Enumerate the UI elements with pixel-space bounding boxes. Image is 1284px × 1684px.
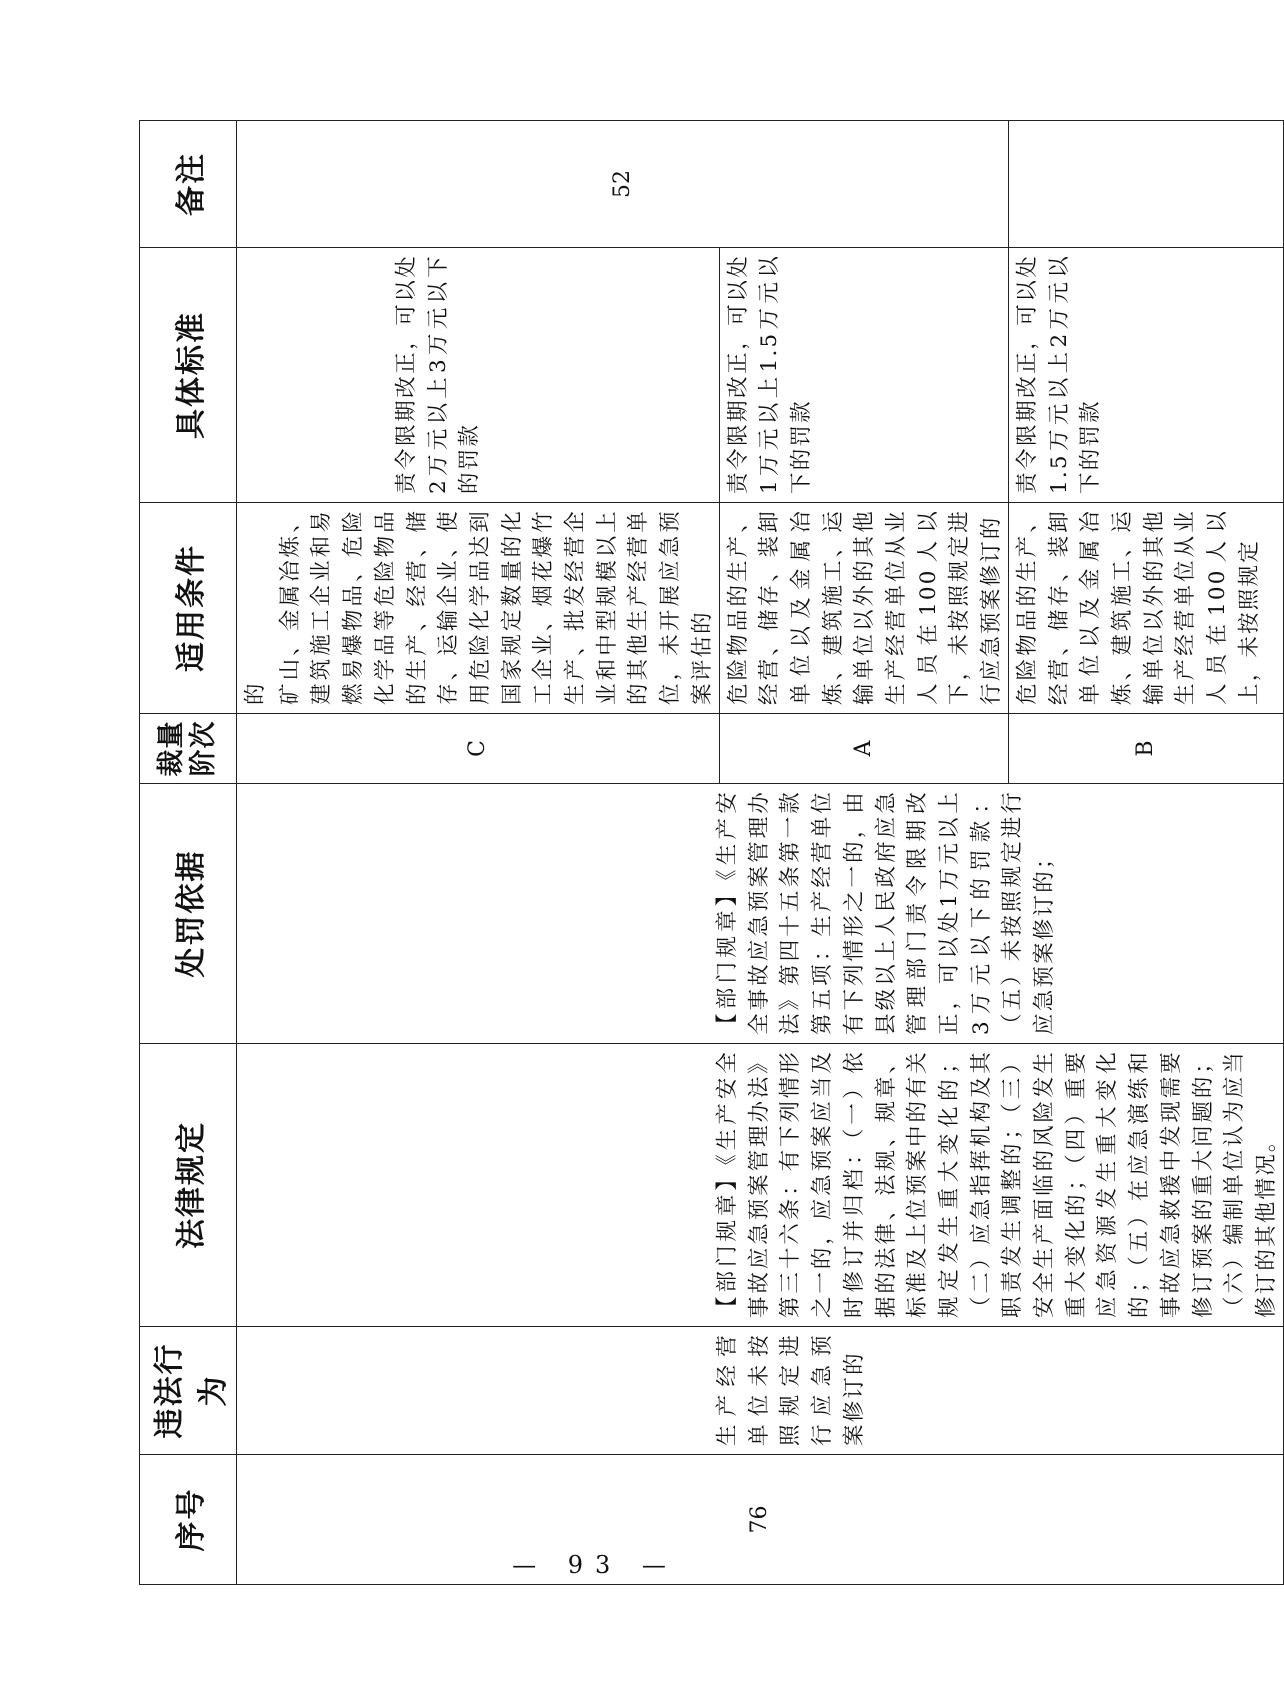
remark-cell-empty: [1008, 121, 1283, 248]
law-cell: [237, 1044, 1284, 1327]
header-level-line1: 裁量: [156, 720, 187, 777]
law-text: 【部门规章】《生产安全事故应急预案管理办法》第三十六条：有下列情形之一的，应急预案应当及时修订并归档：（一）依据的法律、法规、规章、标准及上位预案中的有关规定发生重大变化的；（二）应急指挥机构及其职责发生调整的；（三）安全生产面临的风险发生重大变化的；（四）重要应急资源发生重大变化的；（五）在应急演练和事故应急救援中发现需要修订预案的重大问题的；（六）编制单位认为应当修订的其他情况。: [715, 1050, 1279, 1318]
penalty-cell: [237, 784, 1284, 1044]
standard-text: 责令限期改正，可以处1.5万元以上2万元以下的罚款: [1014, 254, 1104, 494]
header-law: 法律规定: [140, 1044, 237, 1327]
rotated-table-sheet: [139, 121, 1279, 1585]
table-row: [237, 121, 720, 1585]
level-b: B: [1133, 740, 1159, 757]
penalty-table: [139, 120, 1284, 1585]
condition-head-text: 的: [243, 681, 268, 705]
standard-text: 责令限期改正，可以处1万元以上1.5万元以下的罚款: [725, 254, 814, 494]
violation-cell: [237, 1327, 1284, 1455]
header-level: [140, 714, 237, 784]
header-seq: 序号: [140, 1455, 237, 1585]
level-cell: [719, 714, 1008, 784]
level-a: A: [851, 740, 877, 757]
header-condition: 适用条件: [140, 503, 237, 714]
standard-cell: [237, 248, 720, 503]
condition-cell: [237, 503, 720, 714]
standard-cell: [719, 248, 1008, 503]
remark-text: 52: [609, 170, 635, 198]
seq-number: 76: [747, 1505, 773, 1534]
header-remark: 备注: [140, 121, 237, 248]
condition-text: 危险物品的生产、经营、储存、装卸单位以及金属冶炼、建筑施工、运输单位以外的其他生产经营单位从业人员在100人以上，未按照规定: [1014, 509, 1262, 705]
remark-cell: [237, 121, 1009, 248]
page-number: — 93 —: [512, 1551, 678, 1579]
standard-text: 责令限期改正，可以处2万元以上3万元以下的罚款: [394, 254, 483, 494]
penalty-text: 【部门规章】《生产安全事故应急预案管理办法》第四十五条第一款第五项：生产经营单位有下列情形之一的，由县级以上人民政府应急管理部门责令限期改正，可以处1万元以上3万元以下的罚款：（五）未按照规定进行应急预案修订的；: [715, 790, 1058, 1035]
level-cell: [1008, 714, 1283, 784]
header-level-line2: 阶次: [188, 720, 219, 777]
condition-text: 矿山、金属冶炼、建筑施工企业和易燃易爆物品、危险化学品等危险物品的生产、经营、储存、运输企业、使用危险化学品达到国家规定数量的化工企业、烟花爆竹生产、批发经营企业和中型规模以上的其他生产经营单位，未开展应急预案评估的: [277, 509, 715, 705]
header-violation: 违法行为: [140, 1327, 237, 1455]
standard-cell: [1008, 248, 1283, 503]
condition-cell: [719, 503, 1008, 714]
level-c: C: [465, 740, 491, 757]
header-standard: 具体标准: [140, 248, 237, 503]
condition-cell: [1008, 503, 1283, 714]
header-row: [140, 121, 237, 1585]
condition-text: 危险物品的生产、经营、储存、装卸单位以及金属冶炼、建筑施工、运输单位以外的其他生产经营单位从业人员在100人以下，未按照规定进行应急预案修订的: [725, 509, 1005, 705]
header-penalty: 处罚依据: [140, 784, 237, 1044]
level-cell: [237, 714, 720, 784]
violation-text: 生产经营单位未按照规定进行应急预案修订的: [715, 1333, 867, 1446]
